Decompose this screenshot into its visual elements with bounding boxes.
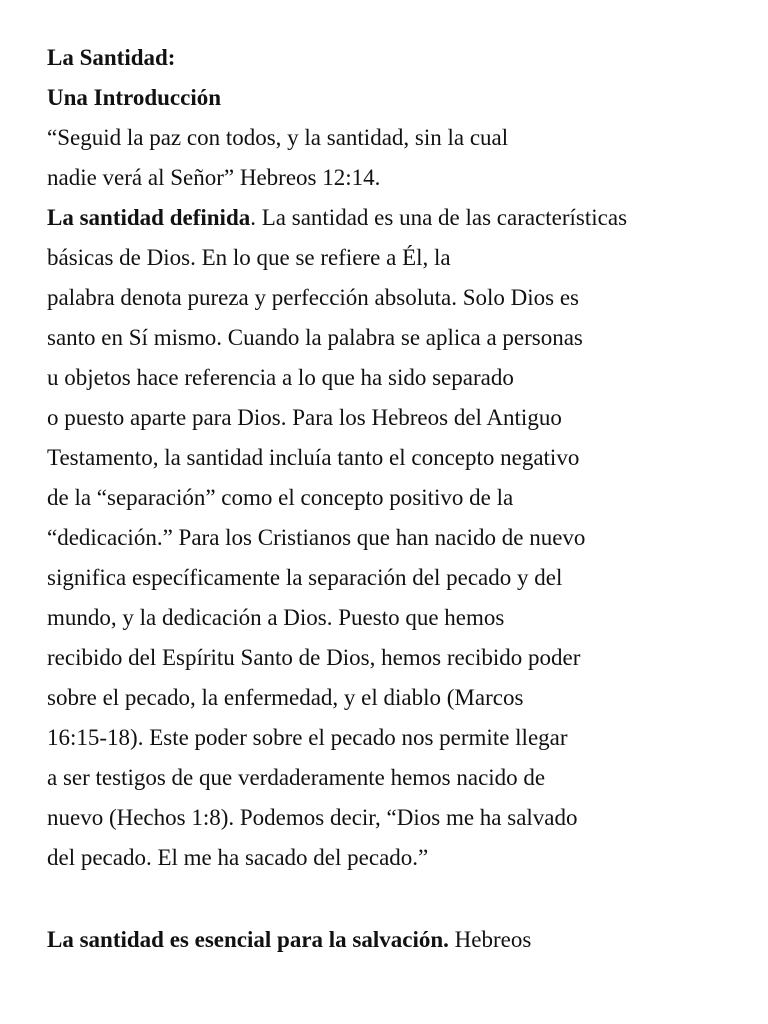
- paragraph-line: santo en Sí mismo. Cuando la palabra se aplica a personas: [47, 325, 583, 350]
- paragraph-line: a ser testigos de que verdaderamente hemos nacido de: [47, 765, 546, 790]
- paragraph-line: básicas de Dios. En lo que se refiere a Él, la: [47, 245, 451, 270]
- quote-line-1: “Seguid la paz con todos, y la santidad, sin la cual: [47, 125, 509, 150]
- paragraph-line: o puesto aparte para Dios. Para los Hebreos del Antiguo: [47, 405, 562, 430]
- section2-first-line-text: Hebreos: [448, 927, 532, 952]
- paragraph-line: significa específicamente la separación del pecado y del: [47, 565, 563, 590]
- paragraph-line: palabra denota pureza y perfección absoluta. Solo Dios es: [47, 285, 579, 310]
- title-line-2: Una Introducción: [47, 85, 222, 110]
- quote-line-2: nadie verá al Señor” Hebreos 12:14.: [47, 165, 381, 190]
- section1-first-line: [47, 204, 627, 232]
- paragraph-line: 16:15-18). Este poder sobre el pecado nos permite llegar: [47, 725, 568, 750]
- paragraph-line: sobre el pecado, la enfermedad, y el diablo (Marcos: [47, 685, 524, 710]
- paragraph-line: Testamento, la santidad incluía tanto el concepto negativo: [47, 445, 580, 470]
- paragraph-line: u objetos hace referencia a lo que ha sido separado: [47, 365, 514, 390]
- paragraph-line: mundo, y la dedicación a Dios. Puesto que hemos: [47, 605, 505, 630]
- paragraph-line: nuevo (Hechos 1:8). Podemos decir, “Dios me ha salvado: [47, 805, 578, 830]
- paragraph-line: recibido del Espíritu Santo de Dios, hemos recibido poder: [47, 645, 581, 670]
- paragraph-line: del pecado. El me ha sacado del pecado.”: [47, 845, 429, 870]
- section2-first-line: [47, 926, 531, 954]
- title-line-1: La Santidad:: [47, 45, 176, 70]
- section1-first-line-text: . La santidad es una de las características: [250, 205, 628, 230]
- paragraph-line: “dedicación.” Para los Cristianos que han nacido de nuevo: [47, 525, 586, 550]
- section2-heading: La santidad es esencial para la salvación.: [47, 927, 449, 952]
- paragraph-line: de la “separación” como el concepto positivo de la: [47, 485, 514, 510]
- section1-heading: La santidad definida: [47, 205, 251, 230]
